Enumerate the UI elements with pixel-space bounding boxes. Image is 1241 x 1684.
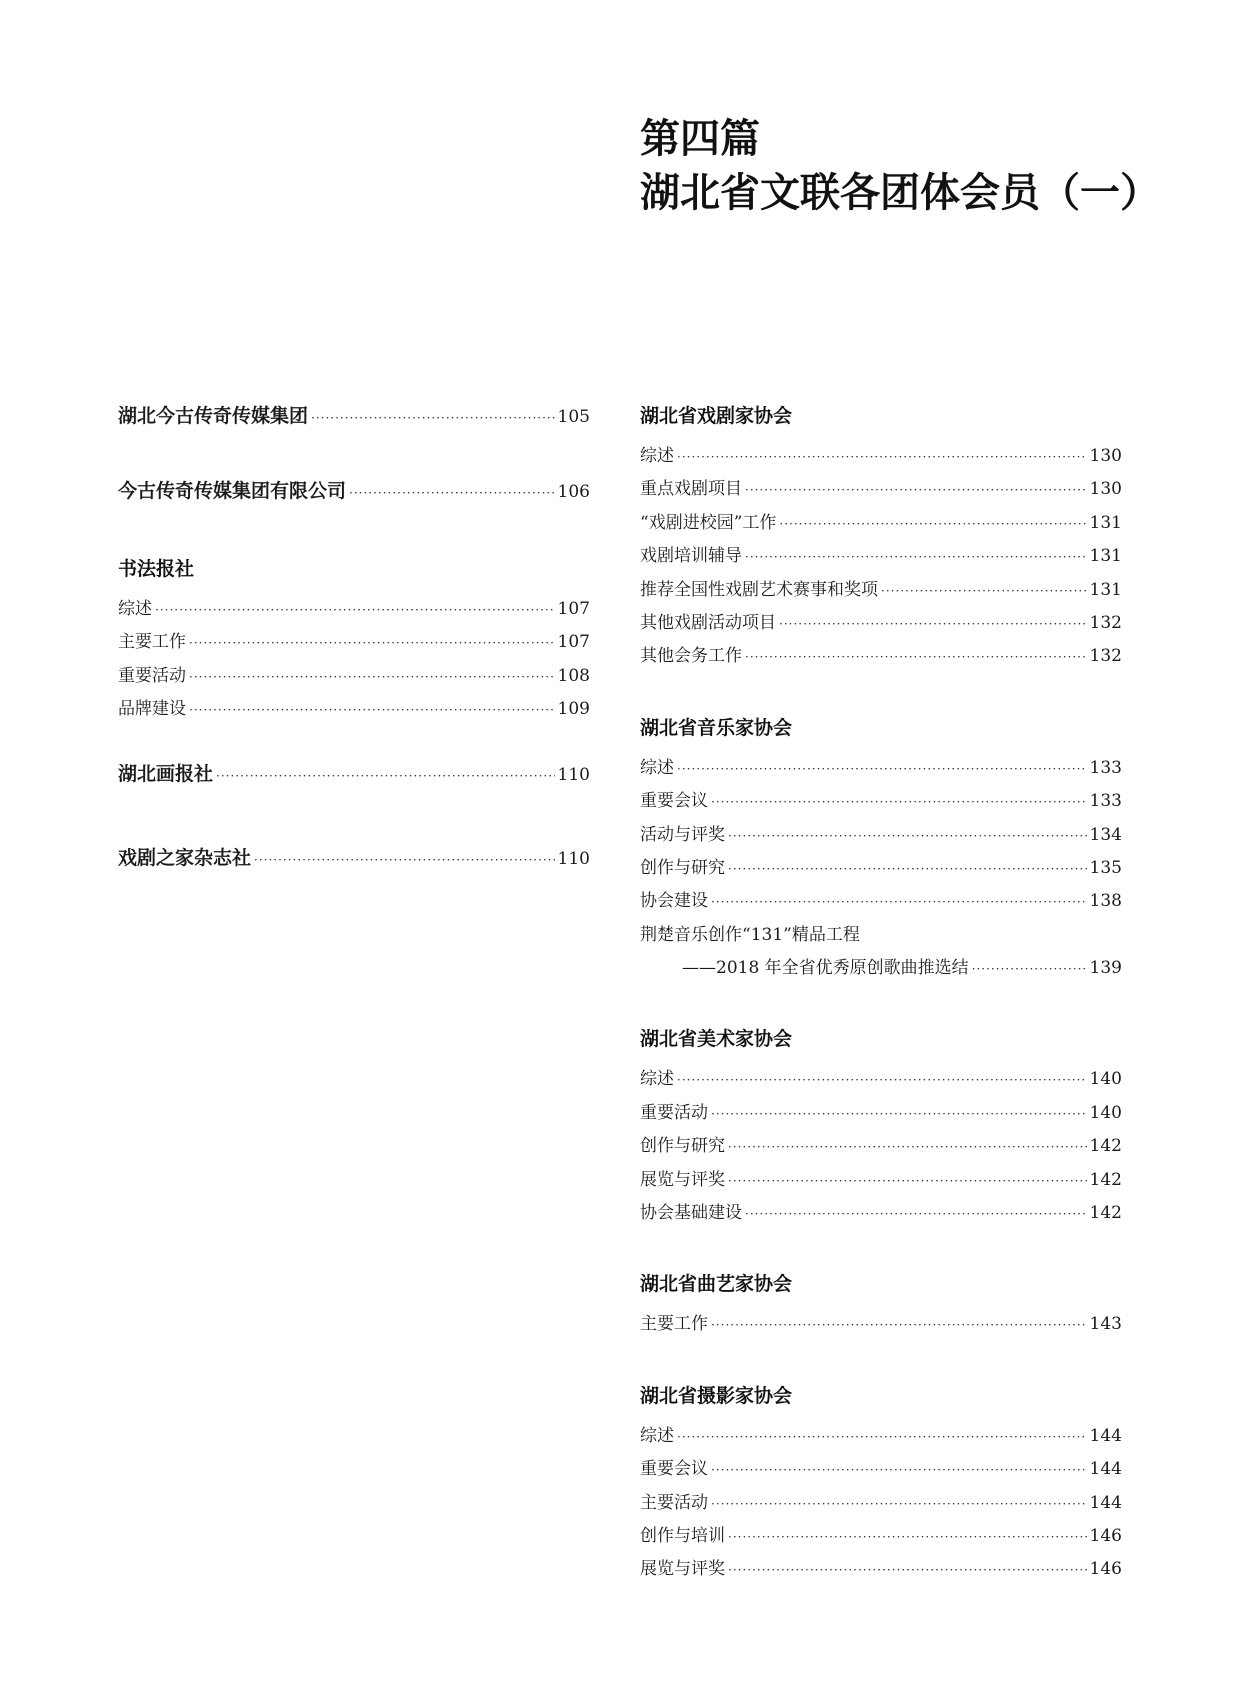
leader-dots xyxy=(728,853,1087,886)
toc-entry-label: 其他戏剧活动项目 xyxy=(640,612,776,633)
toc-entry-page: 140 xyxy=(1089,1102,1122,1123)
toc-entry-label: 展览与评奖 xyxy=(640,1559,725,1580)
toc-entry-label: 荆楚音乐创作“131”精品工程 xyxy=(640,924,860,945)
toc-entry-page: 142 xyxy=(1089,1136,1122,1157)
toc-entry-page: 110 xyxy=(557,764,590,785)
leader-dots xyxy=(745,474,1087,507)
leader-dots xyxy=(677,441,1087,474)
toc-entry[interactable] xyxy=(640,607,1122,640)
toc-entry[interactable] xyxy=(118,693,590,726)
toc-entry-label: 湖北今古传奇传媒集团 xyxy=(118,405,309,427)
toc-entry-page: 146 xyxy=(1089,1525,1122,1546)
toc-entry-page: 110 xyxy=(557,848,590,869)
toc-entry[interactable] xyxy=(640,885,1122,918)
toc-entry-page: 133 xyxy=(1089,757,1122,778)
toc-entry[interactable] xyxy=(640,819,1122,852)
toc-entry-huabao[interactable] xyxy=(118,758,590,790)
leader-dots xyxy=(711,886,1087,919)
toc-entry-page: 131 xyxy=(1089,579,1122,600)
leader-dots xyxy=(189,661,555,694)
toc-entry-label: 活动与评奖 xyxy=(640,824,725,845)
toc-entry-label: 综述 xyxy=(640,446,674,466)
toc-entry[interactable] xyxy=(640,507,1122,540)
toc-entry-label: 协会建设 xyxy=(640,891,708,912)
toc-entry-label: 协会基础建设 xyxy=(640,1203,742,1224)
toc-entry-page: 105 xyxy=(557,407,590,427)
toc-entry-page: 132 xyxy=(1089,612,1122,633)
toc-entry-label: 主要工作 xyxy=(118,632,186,653)
toc-entry-page: 130 xyxy=(1089,479,1122,500)
leader-dots xyxy=(677,1421,1087,1454)
toc-entry[interactable] xyxy=(640,574,1122,607)
toc-entry-jingu-group[interactable] xyxy=(118,400,590,432)
leader-dots xyxy=(155,594,555,627)
section-heading-art: 湖北省美术家协会 xyxy=(640,1028,793,1051)
toc-entry-page: 133 xyxy=(1089,791,1122,812)
toc-entry-label: 创作与研究 xyxy=(640,857,725,878)
toc-right-column xyxy=(640,400,1122,1587)
toc-entry-page: 142 xyxy=(1089,1169,1122,1190)
toc-entry-label: 戏剧之家杂志社 xyxy=(118,846,252,869)
toc-entry-page: 106 xyxy=(557,482,590,502)
toc-entry-label: 重要活动 xyxy=(640,1102,708,1123)
toc-entry-label: 重要会议 xyxy=(640,1459,708,1480)
toc-entry-label: 重要活动 xyxy=(118,665,186,686)
toc-entry-label: 重要会议 xyxy=(640,791,708,812)
toc-entry-page: 132 xyxy=(1089,646,1122,667)
toc-entry-label: ——2018 年全省优秀原创歌曲推选结 xyxy=(682,958,969,979)
toc-entry[interactable] xyxy=(640,1063,1122,1096)
toc-entry[interactable] xyxy=(118,660,590,693)
toc-entry-page: 139 xyxy=(1089,958,1122,979)
toc-entry-project-sub[interactable] xyxy=(640,952,1122,985)
toc-entry[interactable] xyxy=(118,593,590,626)
toc-entry[interactable] xyxy=(640,752,1122,785)
toc-entry[interactable] xyxy=(640,473,1122,506)
part-number: 第四篇 xyxy=(640,116,760,162)
leader-dots xyxy=(779,608,1087,641)
section-heading-photo: 湖北省摄影家协会 xyxy=(640,1384,793,1407)
leader-dots xyxy=(711,1454,1087,1487)
toc-entry[interactable] xyxy=(640,640,1122,673)
toc-entry-label: 综述 xyxy=(640,1069,674,1090)
toc-entry-label: 今古传奇传媒集团有限公司 xyxy=(118,480,347,502)
leader-dots xyxy=(881,575,1087,608)
toc-entry-label: 主要工作 xyxy=(640,1314,708,1335)
leader-dots xyxy=(677,1064,1087,1097)
toc-entry[interactable] xyxy=(640,1130,1122,1163)
toc-entry[interactable] xyxy=(640,1097,1122,1130)
toc-entry[interactable] xyxy=(640,1520,1122,1553)
leader-dots xyxy=(728,1131,1087,1164)
toc-entry-page: 140 xyxy=(1089,1069,1122,1090)
leader-dots xyxy=(972,953,1087,986)
toc-entry-page: 130 xyxy=(1089,446,1122,466)
part-title: 湖北省文联各团体会员（一） xyxy=(640,170,1160,216)
toc-entry-label: 综述 xyxy=(640,757,674,778)
toc-entry[interactable] xyxy=(640,540,1122,573)
toc-entry-project-title[interactable] xyxy=(640,919,1122,952)
toc-entry-label: 主要活动 xyxy=(640,1492,708,1513)
toc-left-column xyxy=(118,400,590,874)
toc-entry-page: 146 xyxy=(1089,1559,1122,1580)
toc-entry-page: 109 xyxy=(557,699,590,720)
leader-dots xyxy=(728,1521,1087,1554)
leader-dots xyxy=(728,820,1087,853)
toc-entry-label: 创作与培训 xyxy=(640,1525,725,1546)
toc-entry[interactable] xyxy=(118,626,590,659)
toc-entry-page: 107 xyxy=(557,599,590,619)
toc-entry[interactable] xyxy=(640,1553,1122,1586)
leader-dots xyxy=(711,1309,1087,1342)
toc-entry-label: 重点戏剧项目 xyxy=(640,479,742,500)
toc-entry-xiju[interactable] xyxy=(118,842,590,874)
section-heading-quyi: 湖北省曲艺家协会 xyxy=(640,1273,793,1296)
toc-entry-page: 138 xyxy=(1089,891,1122,912)
section-heading-shufa: 书法报社 xyxy=(118,558,195,580)
toc-entry[interactable] xyxy=(640,1308,1122,1341)
leader-dots xyxy=(779,508,1086,541)
toc-entry[interactable] xyxy=(640,1164,1122,1197)
toc-entry-page: 135 xyxy=(1089,857,1122,878)
toc-entry-jingu-company[interactable] xyxy=(118,475,590,507)
toc-entry[interactable] xyxy=(640,1453,1122,1486)
toc-entry-page: 131 xyxy=(1089,546,1122,567)
toc-entry-label: 综述 xyxy=(118,599,152,619)
leader-dots xyxy=(254,844,555,876)
toc-entry-label: 推荐全国性戏剧艺术赛事和奖项 xyxy=(640,579,878,600)
toc-entry-page: 143 xyxy=(1089,1314,1122,1335)
toc-entry-label: 湖北画报社 xyxy=(118,762,214,785)
toc-entry[interactable] xyxy=(640,1197,1122,1230)
toc-entry-label: “戏剧进校园”工作 xyxy=(640,512,777,533)
leader-dots xyxy=(216,760,555,792)
page-title xyxy=(640,112,1160,220)
toc-entry-label: 展览与评奖 xyxy=(640,1169,725,1190)
section-heading-drama: 湖北省戏剧家协会 xyxy=(640,405,793,427)
leader-dots xyxy=(728,1165,1087,1198)
leader-dots xyxy=(189,627,555,660)
section-heading-music: 湖北省音乐家协会 xyxy=(640,716,793,739)
toc-entry-label: 品牌建设 xyxy=(118,699,186,720)
toc-entry[interactable] xyxy=(640,852,1122,885)
leader-dots xyxy=(745,641,1087,674)
leader-dots xyxy=(745,541,1087,574)
leader-dots xyxy=(311,402,555,434)
toc-entry-label: 戏剧培训辅导 xyxy=(640,546,742,567)
leader-dots xyxy=(349,477,555,509)
toc-entry[interactable] xyxy=(640,440,1122,473)
toc-entry-label: 综述 xyxy=(640,1425,674,1446)
leader-dots xyxy=(711,1098,1087,1131)
leader-dots xyxy=(745,1198,1087,1231)
toc-entry[interactable] xyxy=(640,1487,1122,1520)
toc-entry-page: 144 xyxy=(1089,1425,1122,1446)
leader-dots xyxy=(711,786,1087,819)
leader-dots xyxy=(728,1554,1087,1587)
toc-entry-page: 107 xyxy=(557,632,590,653)
toc-entry-page: 134 xyxy=(1089,824,1122,845)
toc-entry-label: 创作与研究 xyxy=(640,1136,725,1157)
toc-entry-page: 144 xyxy=(1089,1459,1122,1480)
toc-entry-label: 其他会务工作 xyxy=(640,646,742,667)
toc-entry[interactable] xyxy=(640,785,1122,818)
leader-dots xyxy=(189,694,555,727)
leader-dots xyxy=(677,753,1087,786)
toc-entry-page: 108 xyxy=(557,665,590,686)
toc-entry-page: 131 xyxy=(1089,512,1122,533)
toc-entry-page: 144 xyxy=(1089,1492,1122,1513)
toc-entry-page: 142 xyxy=(1089,1203,1122,1224)
toc-entry[interactable] xyxy=(640,1420,1122,1453)
leader-dots xyxy=(711,1488,1087,1521)
